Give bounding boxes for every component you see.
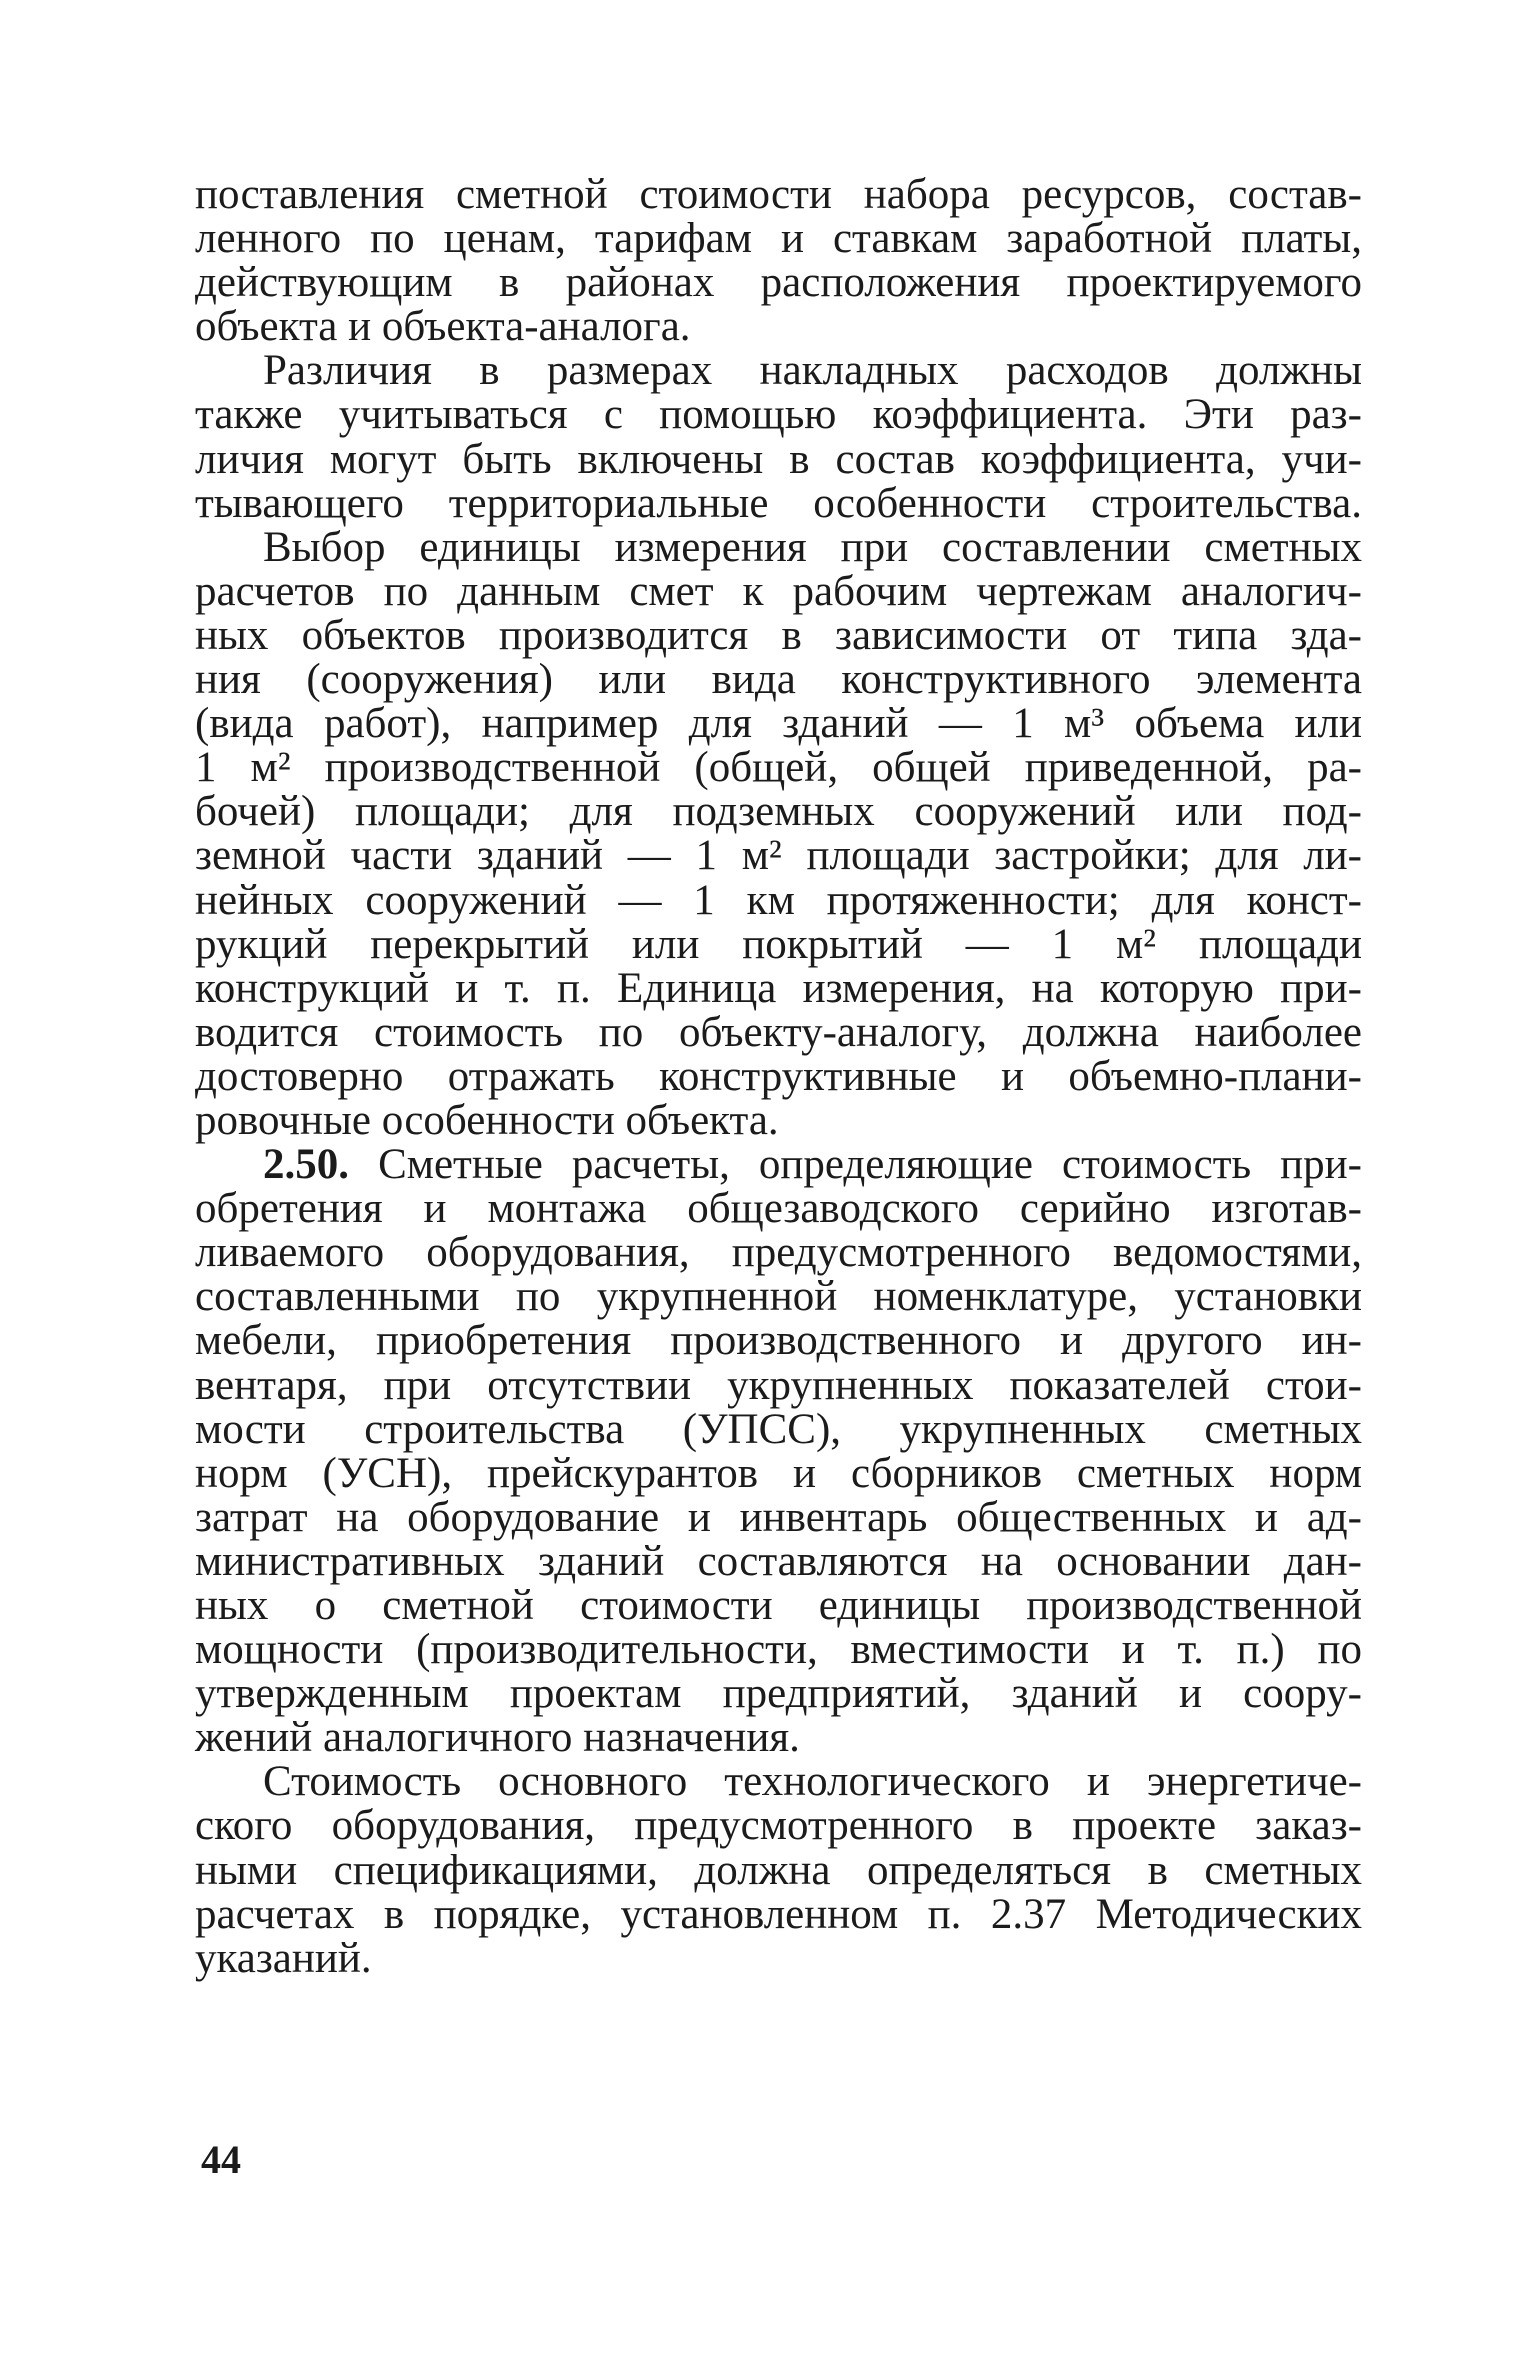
- text-line: достоверно отражать конструктивные и объемно-плани-: [195, 1052, 1362, 1100]
- text-line: мости строительства (УПСС), укрупненных сметных: [195, 1405, 1362, 1453]
- text-line: земной части зданий — 1 м² площади застройки; для ли-: [195, 832, 1362, 880]
- paragraph-continuation: [195, 173, 1362, 349]
- text-line: расчетов по данным смет к рабочим чертежам аналогич-: [195, 567, 1362, 615]
- text-line: [195, 1143, 1362, 1187]
- text-line: утвержденным проектам предприятий, зданий и соору-: [195, 1670, 1362, 1718]
- text-line: ровочные особенности объекта.: [195, 1096, 779, 1144]
- section-number: 2.50.: [263, 1141, 349, 1189]
- page-number: 44: [201, 2137, 241, 2182]
- text-line: личия могут быть включены в состав коэффициента, учи-: [195, 435, 1362, 483]
- text-line: ленного по ценам, тарифам и ставкам заработной платы,: [195, 215, 1362, 263]
- text-line: ливаемого оборудования, предусмотренного ведомостями,: [195, 1229, 1362, 1277]
- text-line: ных о сметной стоимости единицы производственной: [195, 1582, 1362, 1629]
- text-line: нейных сооружений — 1 км протяженности; для конст-: [195, 876, 1362, 924]
- paragraph-unit-of-measure: [195, 523, 1362, 1144]
- text-line: ского оборудования, предусмотренного в проекте заказ-: [195, 1802, 1362, 1850]
- text-line: затрат на оборудование и инвентарь общественных и ад-: [195, 1493, 1362, 1541]
- text-line: (вида работ), например для зданий — 1 м³ объема или: [195, 700, 1362, 748]
- text-line: водится стоимость по объекту-аналогу, должна наиболее: [195, 1008, 1362, 1056]
- text-line: Выбор единицы измерения при составлении сметных: [263, 523, 1362, 571]
- text-line: Различия в размерах накладных расходов должны: [263, 347, 1362, 395]
- text-line: обретения и монтажа общезаводского серийно изготав-: [195, 1185, 1362, 1233]
- text-line: вентаря, при отсутствии укрупненных показателей стои-: [195, 1361, 1362, 1409]
- text-line: действующим в районах расположения проектируемого: [195, 259, 1362, 307]
- text-line: объекта и объекта-аналога.: [195, 303, 691, 351]
- text-line: конструкций и т. п. Единица измерения, на которую при-: [195, 964, 1362, 1012]
- text-line: министративных зданий составляются на основании дан-: [195, 1537, 1362, 1585]
- text-line-content: Сметные расчеты, определяющие стоимость при-: [378, 1141, 1362, 1189]
- text-line: рукций перекрытий или покрытий — 1 м² площади: [195, 920, 1362, 968]
- text-line: поставления сметной стоимости набора ресурсов, состав-: [195, 171, 1362, 218]
- text-line: также учитываться с помощью коэффициента. Эти раз-: [195, 391, 1362, 439]
- text-line: мощности (производительности, вместимости и т. п.) по: [195, 1626, 1362, 1674]
- text-line: 1 м² производственной (общей, общей приведенной, ра-: [195, 744, 1362, 792]
- paragraph-main-equipment-cost: [195, 1760, 1362, 1980]
- text-line: ния (сооружения) или вида конструктивного элемента: [195, 656, 1362, 704]
- text-line: составленными по укрупненной номенклатуре, установки: [195, 1273, 1362, 1321]
- text-line: норм (УСН), прейскурантов и сборников сметных норм: [195, 1449, 1362, 1497]
- body-text: [195, 173, 1362, 1981]
- text-line: тывающего территориальные особенности строительства.: [195, 479, 1362, 527]
- text-line: расчетах в порядке, установленном п. 2.37 Методических: [195, 1890, 1362, 1938]
- text-line: ными спецификациями, должна определяться в сметных: [195, 1846, 1362, 1894]
- text-line: указаний.: [195, 1934, 372, 1982]
- paragraph-section-2-50: [195, 1143, 1362, 1760]
- text-line: жений аналогичного назначения.: [195, 1714, 800, 1762]
- paragraph-overhead-differences: [195, 349, 1362, 525]
- text-line: Стоимость основного технологического и энергетиче-: [263, 1758, 1362, 1806]
- text-line: мебели, приобретения производственного и другого ин-: [195, 1317, 1362, 1365]
- text-line: бочей) площади; для подземных сооружений или под-: [195, 788, 1362, 836]
- text-line: ных объектов производится в зависимости от типа зда-: [195, 611, 1362, 659]
